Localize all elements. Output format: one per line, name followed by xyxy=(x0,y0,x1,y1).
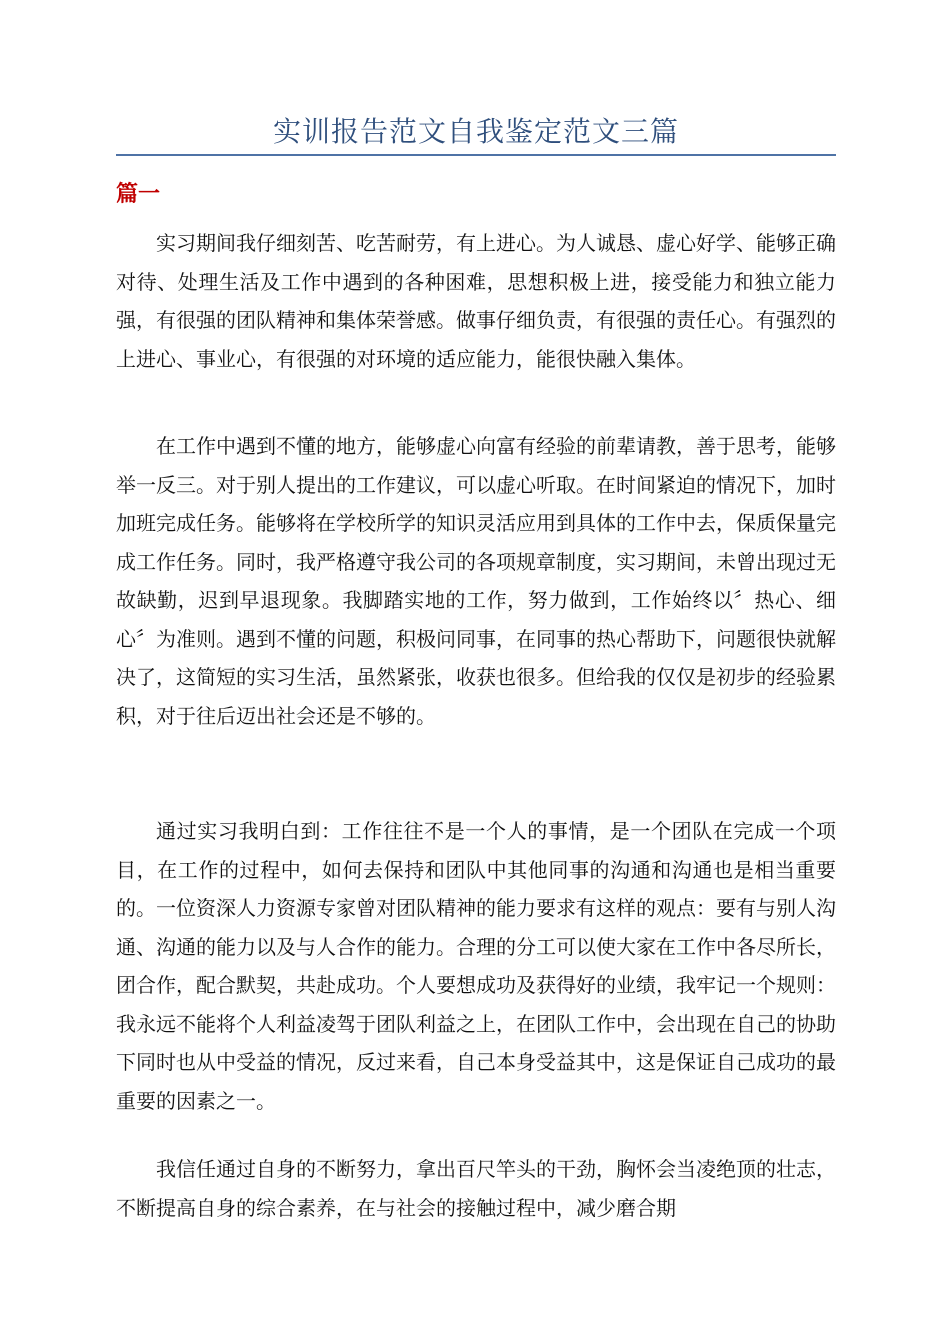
title-divider xyxy=(116,154,836,156)
section-heading: 篇一 xyxy=(116,182,161,207)
body-paragraph: 我信任通过自身的不断努力，拿出百尺竿头的干劲，胸怀会当凌绝顶的壮志，不断提高自身的综合素养，在与社会的接触过程中，减少磨合期 xyxy=(116,1157,836,1220)
body-paragraph: 通过实习我明白到：工作往往不是一个人的事情，是一个团队在完成一个项目，在工作的过程中，如何去保持和团队中其他同事的沟通和沟通也是相当重要的。一位资深人力资源专家曾对团队精神的能力要求有这样的观点：要有与别人沟通、沟通的能力以及与人合作的能力。合理的分工可以使大家在工作中各尽所长，团合作，配合默契，共赴成功。个人要想成功及获得好的业绩，我牢记一个规则：我永远不能将个人利益凌驾于团队利益之上，在团队工作中，会出现在自己的协助下同时也从中受益的情况，反过来看，自己本身受益其中，这是保证自己成功的最重要的因素之一。 xyxy=(116,819,836,1113)
body-paragraph: 在工作中遇到不懂的地方，能够虚心向富有经验的前辈请教，善于思考，能够举一反三。对于别人提出的工作建议，可以虚心听取。在时间紧迫的情况下，加时加班完成任务。能够将在学校所学的知识灵活应用到具体的工作中去，保质保量完成工作任务。同时，我严格遵守我公司的各项规章制度，实习期间，未曾出现过无故缺勤，迟到早退现象。我脚踏实地的工作，努力做到，工作始终以〞热心、细心〞为准则。遇到不懂的问题，积极问同事，在同事的热心帮助下，问题很快就解决了，这简短的实习生活，虽然紧张，收获也很多。但给我的仅仅是初步的经验累积，对于往后迈出社会还是不够的。 xyxy=(116,434,836,728)
document-title: 实训报告范文自我鉴定范文三篇 xyxy=(272,115,679,148)
body-paragraph: 实习期间我仔细刻苦、吃苦耐劳，有上进心。为人诚恳、虚心好学、能够正确对待、处理生活及工作中遇到的各种困难，思想积极上进，接受能力和独立能力强，有很强的团队精神和集体荣誉感。做事仔细负责，有很强的责任心。有强烈的上进心、事业心，有很强的对环境的适应能力，能很快融入集体。 xyxy=(116,231,836,371)
